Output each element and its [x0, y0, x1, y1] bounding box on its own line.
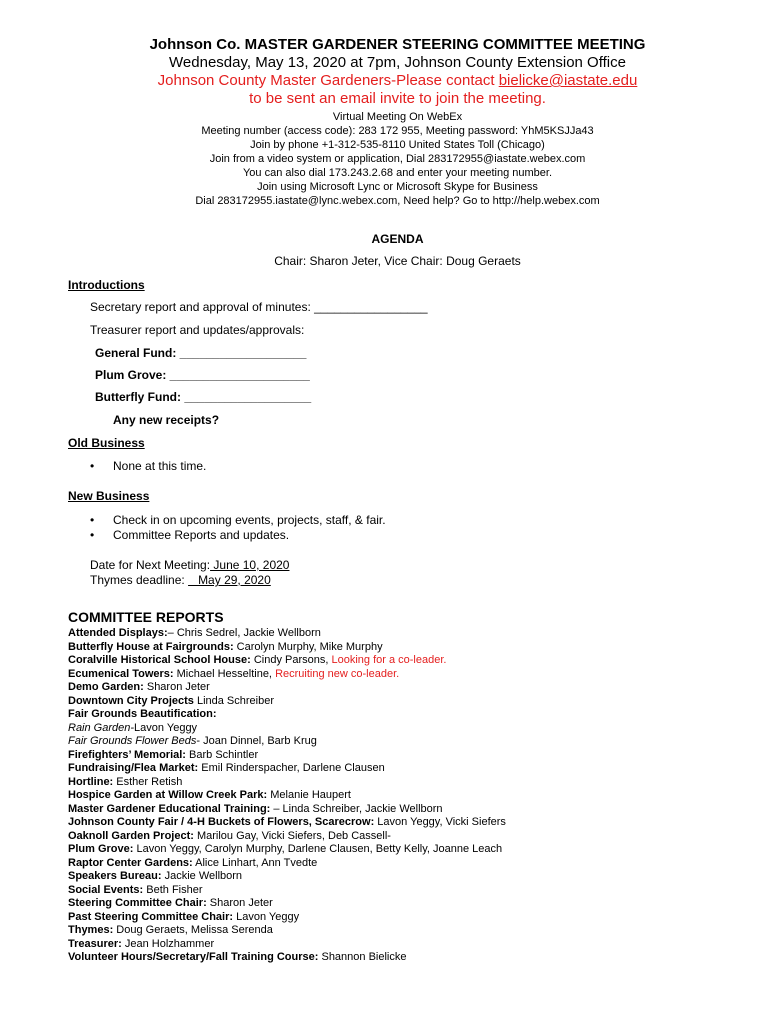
- committee-report-row: [68, 722, 506, 736]
- committee-members: Shannon Bielicke: [318, 951, 407, 963]
- contact-line: [0, 72, 770, 89]
- committee-members: Sharon Jeter: [206, 897, 273, 909]
- treasurer-report-line: Treasurer report and updates/approvals:: [90, 323, 305, 337]
- committee-name: Fundraising/Flea Market:: [68, 762, 199, 774]
- bullet-icon: •: [90, 459, 95, 473]
- committee-members: Linda Schreiber: [193, 694, 275, 707]
- committee-name: Hospice Garden at Willow Creek Park:: [68, 789, 268, 801]
- committee-members: Beth Fisher: [143, 883, 203, 896]
- next-meeting-line: [90, 558, 289, 572]
- document-title: Johnson Co. MASTER GARDENER STEERING COMMITTEE MEETING: [149, 36, 646, 53]
- new-business-heading: New Business: [68, 489, 150, 503]
- secretary-report-line: Secretary report and approval of minutes: _________________: [90, 300, 428, 314]
- webex-line: Join by phone +1-312-535-8110 United States Toll (Chicago): [250, 139, 545, 151]
- committee-report-row: [68, 924, 506, 938]
- contact-prefix: Johnson County Master Gardeners-Please contact: [157, 72, 499, 89]
- sub-committee-name: Fair Grounds Flower Beds: [68, 735, 197, 747]
- committee-note: Recruiting new co-leader.: [275, 667, 400, 680]
- committee-members: Doug Geraets, Melissa Serenda: [113, 924, 273, 936]
- committee-name: Steering Committee Chair:: [68, 897, 207, 909]
- next-meeting-date: June 10, 2020: [210, 558, 290, 572]
- committee-report-row: [68, 654, 506, 668]
- committee-name: Treasurer:: [68, 937, 122, 950]
- chair-line: Chair: Sharon Jeter, Vice Chair: Doug Geraets: [274, 254, 521, 268]
- thymes-deadline-line: [90, 573, 271, 587]
- committee-report-row: [68, 843, 506, 857]
- old-business-item: None at this time.: [113, 459, 207, 473]
- contact-line-2: to be sent an email invite to join the meeting.: [249, 90, 546, 107]
- bullet-icon: •: [90, 513, 95, 527]
- committee-name: Master Gardener Educational Training:: [68, 802, 271, 815]
- committee-members: Jean Holzhammer: [121, 937, 215, 950]
- webex-line: Meeting number (access code): 283 172 955, Meeting password: YhM5KSJJa43: [201, 125, 594, 137]
- butterfly-fund-line: Butterfly Fund: ___________________: [95, 390, 312, 404]
- committee-name: Past Steering Committee Chair:: [68, 910, 234, 923]
- committee-report-row: [68, 749, 506, 763]
- webex-line: Join from a video system or application, Dial 283172955@iastate.webex.com: [209, 153, 586, 165]
- thymes-deadline-date: May 29, 2020: [188, 573, 271, 587]
- committee-name: Oaknoll Garden Project:: [68, 829, 194, 842]
- committee-report-row: [68, 803, 506, 817]
- committee-name: Thymes:: [68, 924, 114, 936]
- committee-members: – Linda Schreiber, Jackie Wellborn: [270, 802, 443, 815]
- committee-name: Downtown City Projects: [68, 694, 194, 707]
- committee-members: Sharon Jeter: [143, 681, 210, 693]
- committee-report-row: [68, 938, 506, 952]
- committee-name: Volunteer Hours/Secretary/Fall Training Course:: [68, 951, 319, 963]
- committee-report-row: [68, 816, 506, 830]
- committee-members: Emil Rinderspacher, Darlene Clausen: [198, 762, 385, 774]
- agenda-heading: AGENDA: [371, 232, 424, 246]
- committee-report-row: [68, 681, 506, 695]
- new-receipts-line: Any new receipts?: [113, 413, 220, 427]
- committee-report-row: [68, 762, 506, 776]
- committee-members: Alice Linhart, Ann Tvedte: [192, 856, 318, 869]
- committee-report-row: [68, 884, 506, 898]
- committee-report-row: [68, 641, 506, 655]
- committee-name: Attended Displays:: [68, 627, 168, 639]
- committee-report-row: [68, 911, 506, 925]
- committee-name: Fair Grounds Beautification:: [68, 708, 217, 720]
- committee-name: Butterfly House at Fairgrounds:: [68, 640, 234, 653]
- committee-report-row: [68, 951, 506, 965]
- committee-members: Marilou Gay, Vicki Siefers, Deb Cassell-: [193, 829, 391, 842]
- committee-report-row: [68, 789, 506, 803]
- webex-line: Join using Microsoft Lync or Microsoft Skype for Business: [257, 181, 538, 193]
- next-meeting-label: Date for Next Meeting:: [90, 558, 211, 572]
- committee-name: Raptor Center Gardens:: [68, 856, 193, 869]
- new-business-item: Check in on upcoming events, projects, staff, & fair.: [113, 513, 386, 527]
- committee-members: Cindy Parsons,: [250, 654, 332, 666]
- committee-members: Esther Retish: [113, 775, 183, 788]
- committee-name: Plum Grove:: [68, 843, 134, 855]
- committee-members: Carolyn Murphy, Mike Murphy: [233, 640, 383, 653]
- committee-members: – Chris Sedrel, Jackie Wellborn: [167, 627, 321, 639]
- committee-reports-heading: COMMITTEE REPORTS: [68, 609, 224, 625]
- committee-members: Lavon Yeggy, Vicki Siefers: [374, 816, 506, 828]
- committee-name: Demo Garden:: [68, 681, 144, 693]
- committee-name: Speakers Bureau:: [68, 870, 162, 882]
- committee-note: Looking for a co-leader.: [331, 654, 447, 666]
- committee-members: Lavon Yeggy: [134, 721, 198, 734]
- committee-report-row: [68, 857, 506, 871]
- old-business-heading: Old Business: [68, 436, 145, 450]
- webex-line: You can also dial 173.243.2.68 and enter your meeting number.: [242, 167, 553, 179]
- committee-report-row: [68, 695, 506, 709]
- committee-members: Jackie Wellborn: [161, 870, 243, 882]
- committee-report-row: [68, 708, 506, 722]
- committee-reports-list: [68, 627, 506, 965]
- committee-report-row: [68, 776, 506, 790]
- meeting-date-line: Wednesday, May 13, 2020 at 7pm, Johnson County Extension Office: [169, 54, 626, 71]
- webex-line: Virtual Meeting On WebEx: [332, 111, 463, 123]
- webex-line: Dial 283172955.iastate@lync.webex.com, Need help? Go to http://help.webex.com: [195, 195, 600, 207]
- general-fund-line: General Fund: ___________________: [95, 346, 307, 360]
- committee-report-row: [68, 870, 506, 884]
- committee-members: Lavon Yeggy, Carolyn Murphy, Darlene Clausen, Betty Kelly, Joanne Leach: [133, 843, 503, 855]
- committee-report-row: [68, 830, 506, 844]
- sub-committee-name: Rain Garden-: [68, 721, 135, 734]
- thymes-deadline-label: Thymes deadline:: [90, 573, 189, 587]
- committee-members: Barb Schintler: [185, 748, 259, 761]
- committee-report-row: [68, 627, 506, 641]
- committee-report-row: [68, 897, 506, 911]
- contact-email-link[interactable]: bielicke@iastate.edu: [498, 72, 638, 89]
- committee-members: Michael Hesseltine,: [173, 667, 276, 680]
- new-business-item: Committee Reports and updates.: [113, 528, 290, 542]
- committee-members: - Joan Dinnel, Barb Krug: [196, 735, 317, 747]
- committee-members: Lavon Yeggy: [233, 910, 300, 923]
- committee-name: Social Events:: [68, 883, 144, 896]
- committee-members: Melanie Haupert: [267, 789, 351, 801]
- committee-name: Firefighters’ Memorial:: [68, 748, 186, 761]
- bullet-icon: •: [90, 528, 95, 542]
- committee-name: Johnson County Fair / 4-H Buckets of Flowers, Scarecrow:: [68, 816, 375, 828]
- introductions-heading: Introductions: [68, 278, 145, 292]
- committee-name: Hortline:: [68, 775, 114, 788]
- committee-report-row: [68, 668, 506, 682]
- committee-name: Coralville Historical School House:: [68, 654, 251, 666]
- committee-report-row: [68, 735, 506, 749]
- plum-grove-line: Plum Grove: _____________________: [95, 368, 310, 382]
- committee-name: Ecumenical Towers:: [68, 667, 174, 680]
